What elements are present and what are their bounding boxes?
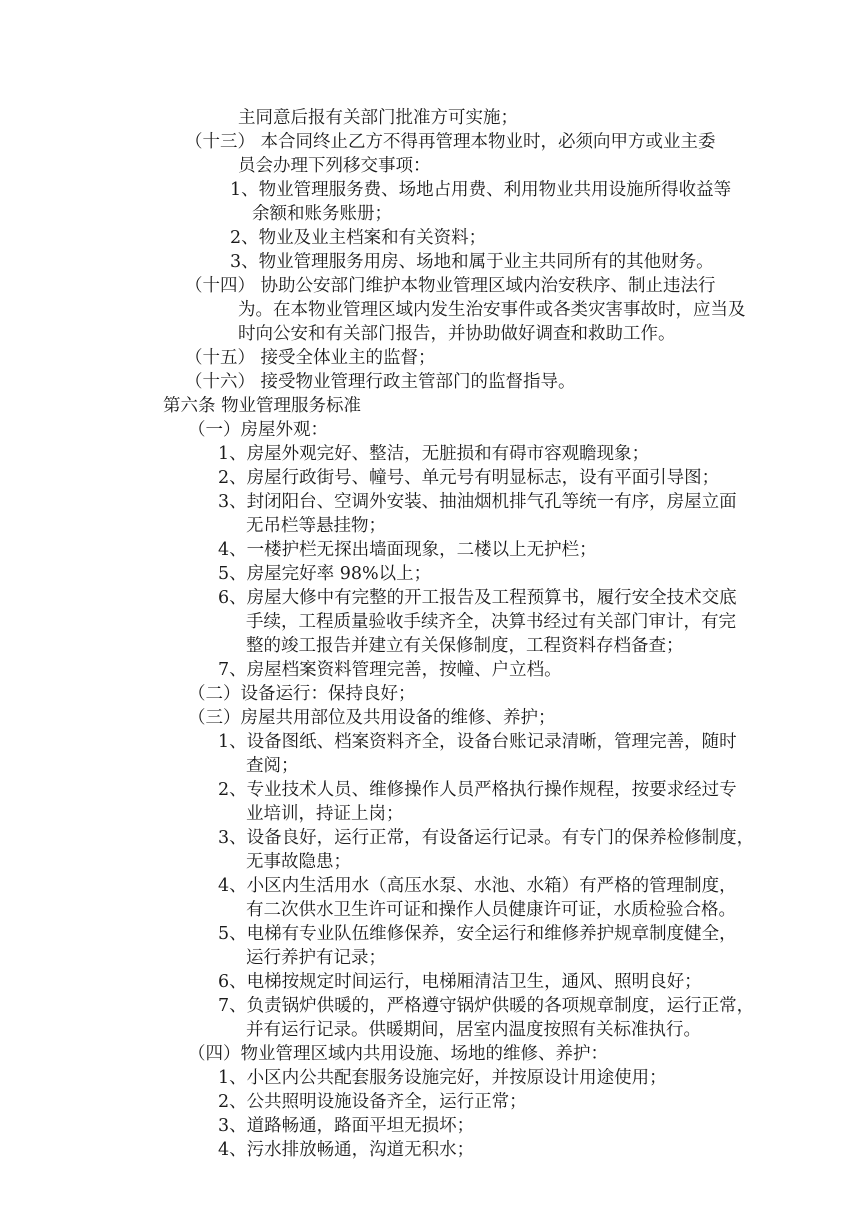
list-item: 3、设备良好，运行正常，有设备运行记录。有专门的保养检修制度， (218, 828, 755, 848)
text-line: 无吊栏等悬挂物； (246, 516, 386, 536)
text-line: 运行养护有记录； (246, 948, 386, 968)
text-line: 余额和账务账册； (252, 204, 392, 224)
list-item: 7、房屋档案资料管理完善，按幢、户立档。 (218, 660, 562, 680)
clause-15: （十五） 接受全体业主的监督； (185, 348, 436, 368)
list-item: 1、房屋外观完好、整洁，无脏损和有碍市容观瞻现象； (218, 444, 650, 464)
list-item: 3、道路畅通，路面平坦无损坏； (218, 1116, 475, 1136)
list-item: 4、污水排放畅通，沟道无积水； (218, 1140, 475, 1160)
list-item: 3、物业管理服务用房、场地和属于业主共同所有的其他财务。 (230, 252, 714, 272)
list-item: 1、物业管理服务费、场地占用费、利用物业共用设施所得收益等 (230, 180, 732, 200)
list-item: 2、公共照明设施设备齐全，运行正常； (218, 1092, 527, 1112)
text-line: 为。在本物业管理区域内发生治安事件或各类灾害事故时，应当及 (238, 300, 746, 320)
list-item: 1、设备图纸、档案资料齐全，设备台账记录清晰，管理完善，随时 (218, 732, 737, 752)
list-item: 3、封闭阳台、空调外安装、抽油烟机排气孔等统一有序，房屋立面 (218, 492, 737, 512)
clause-13: （十三） 本合同终止乙方不得再管理本物业时，必须向甲方或业主委 (185, 132, 716, 152)
list-item: 4、一楼护栏无探出墙面现象，二楼以上无护栏； (218, 540, 597, 560)
list-item: 5、电梯有专业队伍维修保养，安全运行和维修养护规章制度健全， (218, 924, 737, 944)
text-line: 有二次供水卫生许可证和操作人员健康许可证，水质检验合格。 (246, 900, 736, 920)
text-line: 业培训，持证上岗； (246, 804, 404, 824)
text-line: 查阅； (246, 756, 299, 776)
section-heading: （四）物业管理区域内共用设施、场地的维修、养护： (188, 1044, 608, 1064)
list-item: 2、物业及业主档案和有关资料； (230, 228, 487, 248)
clause-14: （十四） 协助公安部门维护本物业管理区域内治安秩序、制止违法行 (185, 276, 716, 296)
section-heading: （一）房屋外观： (188, 420, 328, 440)
list-item: 6、房屋大修中有完整的开工报告及工程预算书，履行安全技术交底 (218, 588, 737, 608)
text-line: 整的竣工报告并建立有关保修制度，工程资料存档备查； (246, 636, 684, 656)
list-item: 6、电梯按规定时间运行，电梯厢清洁卫生，通风、照明良好； (218, 972, 702, 992)
list-item: 1、小区内公共配套服务设施完好，并按原设计用途使用； (218, 1068, 667, 1088)
text-line: 员会办理下列移交事项： (238, 156, 431, 176)
text-line: 手续，工程质量验收手续齐全，决算书经过有关部门审计，有完 (246, 612, 736, 632)
list-item: 2、房屋行政街号、幢号、单元号有明显标志，设有平面引导图； (218, 468, 720, 488)
list-item: 2、专业技术人员、维修操作人员严格执行操作规程，按要求经过专 (218, 780, 737, 800)
section-heading: （二）设备运行：保持良好； (188, 684, 416, 704)
text-line: 无事故隐患； (246, 852, 351, 872)
list-item: 4、小区内生活用水（高压水泵、水池、水箱）有严格的管理制度， (218, 876, 737, 896)
clause-16: （十六） 接受物业管理行政主管部门的监督指导。 (185, 372, 576, 392)
text-line: 时向公安和有关部门报告，并协助做好调查和救助工作。 (238, 324, 676, 344)
list-item: 7、负责锅炉供暖的，严格遵守锅炉供暖的各项规章制度，运行正常， (218, 996, 755, 1016)
section-heading: （三）房屋共用部位及共用设备的维修、养护； (188, 708, 556, 728)
list-item: 5、房屋完好率 98%以上； (218, 564, 432, 584)
article-heading: 第六条 物业管理服务标准 (163, 396, 362, 416)
text-line: 并有运行记录。供暖期间，居室内温度按照有关标准执行。 (246, 1020, 701, 1040)
text-line: 主同意后报有关部门批准方可实施； (238, 108, 518, 128)
